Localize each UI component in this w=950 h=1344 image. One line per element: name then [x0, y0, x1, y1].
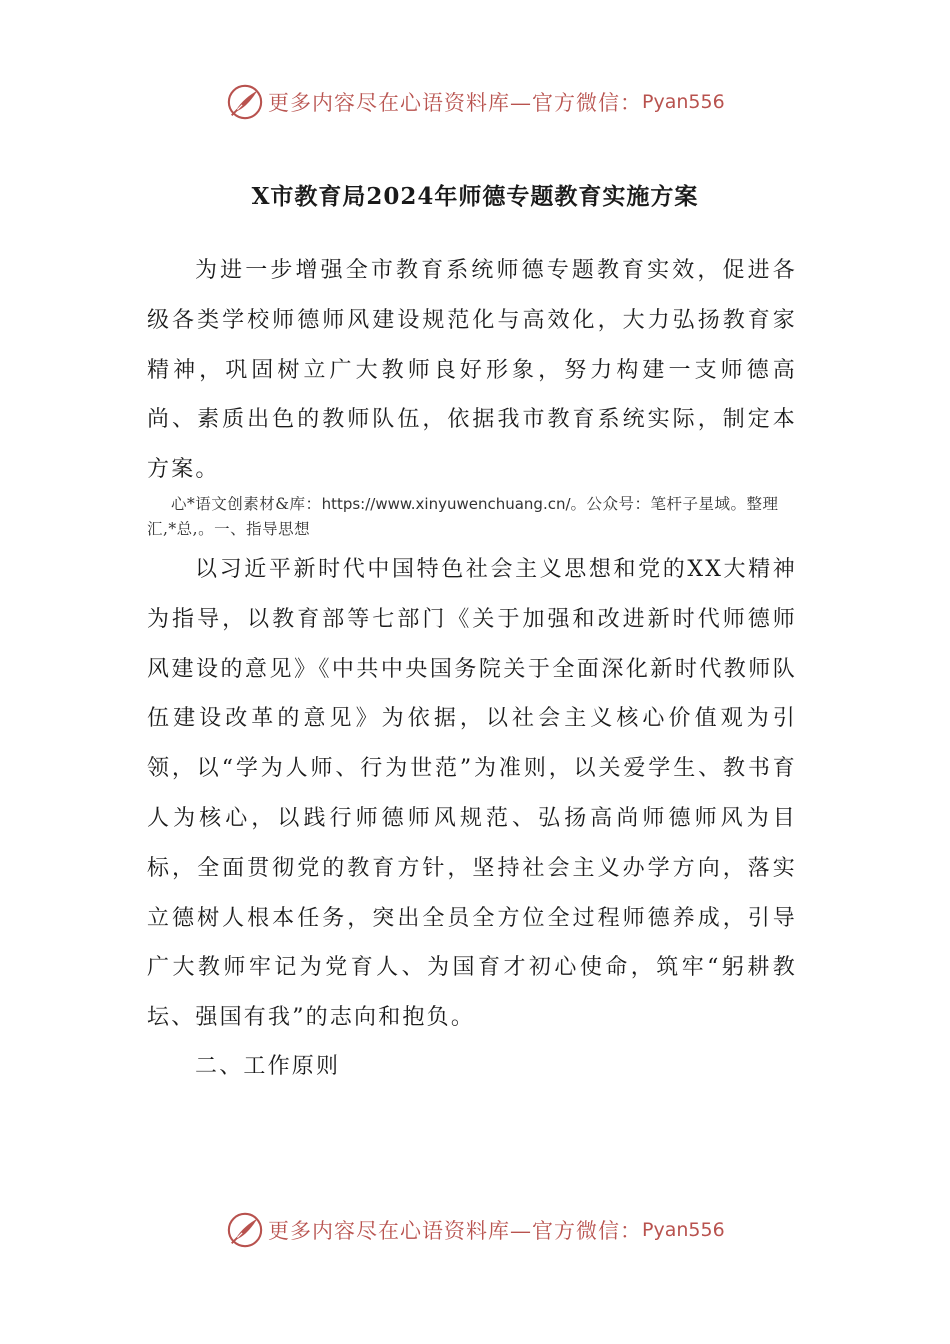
source-note-url: https://www.xinyuwenchuang.cn/ [321, 495, 571, 513]
document-title: X市教育局2024年师德专题教育实施方案 [251, 183, 699, 210]
watermark-banner-bottom [226, 1208, 725, 1252]
source-note [147, 492, 797, 542]
section-heading-work-principles: 二、工作原则 [195, 1054, 341, 1079]
guiding-ideology-paragraph: 以习近平新时代中国特色社会主义思想和党的XX大精神为指导，以教育部等七部门《关于加强和改进新时代师德师风建设的意见》《中共中央国务院关于全面深化新时代教师队伍建设改革的意见》为依据，以社会主义核心价值观为引领，以“学为人师、行为世范”为准则，以关爱学生、教书育人为核心，以践行师德师风规范、弘扬高尚师德师风为目标，全面贯彻党的教育方针，坚持社会主义办学方向，落实立德树人根本任务，突出全员全方位全过程师德养成，引导广大教师牢记为党育人、为国育才初心使命，筑牢“躬耕教坛、强国有我”的志向和抱负。 [147, 557, 797, 1031]
watermark-wechat-id: Pyan556 [642, 91, 725, 113]
source-note-suffix: 。公众号：笔杆子星域。整理汇,*总,。一、指导思想 [147, 495, 779, 538]
watermark-brand-text: 更多内容尽在心语资料库—官方微信： [268, 1219, 642, 1243]
intro-paragraph: 为进一步增强全市教育系统师德专题教育实效，促进各级各类学校师德师风建设规范化与高效化，大力弘扬教育家精神，巩固树立广大教师良好形象，努力构建一支师德高尚、素质出色的教师队伍，依据我市教育系统实际，制定本方案。 [147, 258, 797, 483]
quill-pen-logo-icon [226, 1211, 264, 1249]
source-note-prefix: 心*语文创素材&库： [171, 495, 322, 513]
quill-pen-logo-icon [226, 83, 264, 121]
watermark-brand-text: 更多内容尽在心语资料库—官方微信： [268, 91, 642, 115]
watermark-banner-top [226, 80, 725, 124]
watermark-wechat-id: Pyan556 [642, 1219, 725, 1241]
